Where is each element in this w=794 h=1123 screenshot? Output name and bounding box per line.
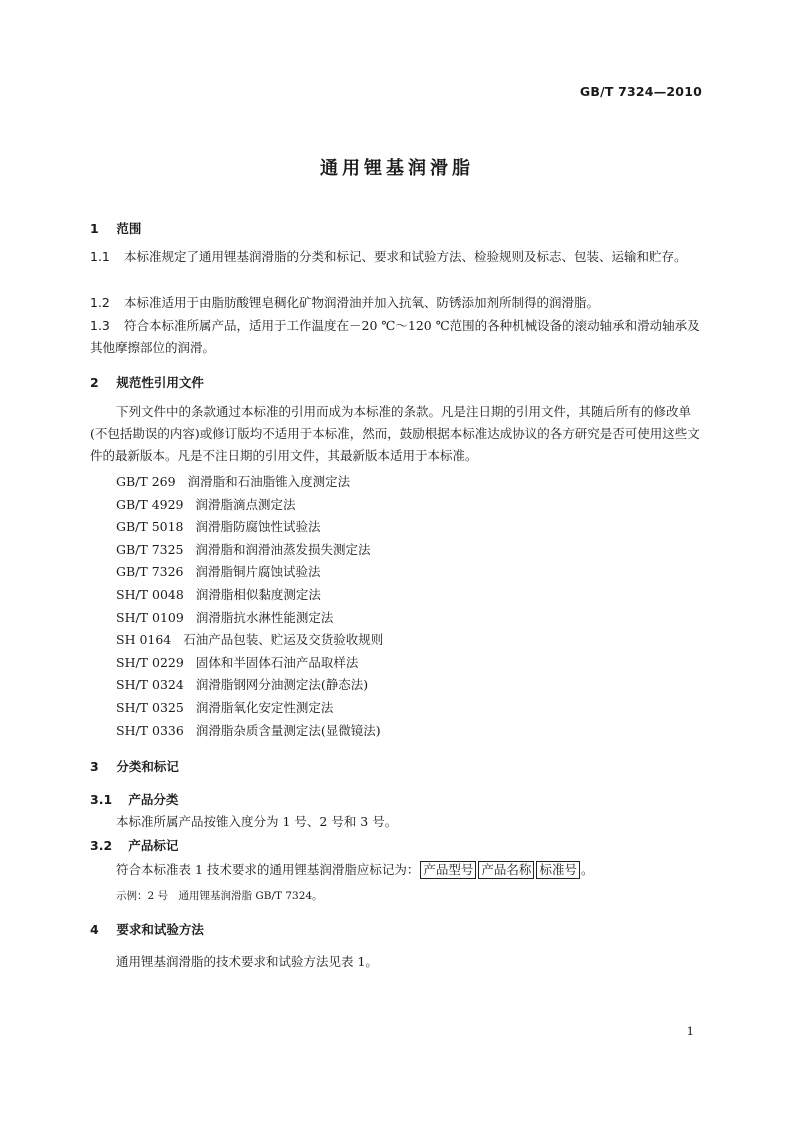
reference-title: 润滑脂铜片腐蚀试验法 (195, 564, 321, 580)
subsection-title: 产品标记 (128, 838, 179, 853)
page-number: 1 (686, 1024, 694, 1038)
clause-text: 本标准适用于由脂肪酸锂皂稠化矿物润滑油并加入抗氧、防锈添加剂所制得的润滑脂。 (124, 295, 600, 310)
section-number: 4 (90, 922, 99, 937)
subsection-3-2-heading (90, 836, 178, 854)
reference-title: 润滑脂防腐蚀性试验法 (195, 519, 321, 535)
section-number: 2 (90, 375, 99, 390)
section-title: 范围 (116, 221, 142, 236)
reference-code: GB/T 269 (116, 474, 176, 489)
reference-code: GB/T 7325 (116, 541, 184, 557)
clause-number: 1.2 (90, 295, 110, 310)
section-title: 分类和标记 (116, 759, 179, 774)
subsection-number: 3.2 (90, 838, 113, 853)
reference-item (116, 584, 383, 607)
reference-code: SH 0164 (116, 632, 172, 648)
clause-number: 1.1 (90, 249, 110, 264)
reference-list (116, 471, 383, 742)
clause-1-2 (90, 292, 704, 314)
clause-number: 1.3 (90, 318, 110, 333)
reference-item (116, 652, 383, 675)
reference-item (116, 629, 383, 652)
reference-item (116, 720, 383, 743)
reference-code: GB/T 5018 (116, 519, 184, 535)
section-4-heading (90, 920, 204, 938)
reference-item (116, 539, 383, 562)
reference-item (116, 674, 383, 697)
reference-code: SH/T 0324 (116, 677, 184, 693)
reference-title: 润滑脂相似黏度测定法 (195, 586, 321, 602)
marking-text: 符合本标准表 1 技术要求的通用锂基润滑脂应标记为： (116, 862, 420, 877)
reference-item (116, 607, 383, 630)
section-number: 3 (90, 759, 99, 774)
reference-code: SH/T 0048 (116, 586, 184, 602)
subsection-title: 产品分类 (128, 792, 179, 807)
requirements-text: 通用锂基润滑脂的技术要求和试验方法见表 1。 (116, 954, 378, 969)
reference-item (116, 516, 383, 539)
section-3-heading (90, 757, 179, 775)
section-number: 1 (90, 221, 99, 236)
clause-text: 符合本标准所属产品，适用于工作温度在－20 ℃～120 ℃范围的各种机械设备的滚动轴承和滑动轴承及其他摩擦部位的润滑。 (90, 318, 700, 355)
document-title: 通用锂基润滑脂 (320, 158, 474, 179)
section-title: 规范性引用文件 (116, 375, 204, 390)
reference-code: SH/T 0325 (116, 699, 184, 715)
reference-title: 润滑脂钢网分油测定法(静态法) (195, 677, 369, 693)
reference-title: 润滑脂滴点测定法 (195, 496, 296, 512)
marking-suffix: 。 (580, 862, 594, 877)
product-name-box: 产品名称 (478, 861, 534, 879)
section-2-heading (90, 373, 204, 391)
reference-title: 润滑脂氧化安定性测定法 (195, 699, 334, 715)
reference-title: 润滑脂杂质含量测定法(显微镜法) (195, 722, 381, 738)
reference-item (116, 561, 383, 584)
reference-item (116, 697, 383, 720)
reference-code: GB/T 4929 (116, 496, 184, 512)
section-2-intro: 下列文件中的条款通过本标准的引用而成为本标准的条款。凡是注日期的引用文件，其随后所有的修改单(不包括勘误的内容)或修订版均不适用于本标准，然而，鼓励根据本标准达成协议的各方研究是否可使用这些文件的最新版本。凡是不注日期的引用文件，其最新版本适用于本标准。 (90, 404, 700, 463)
classification-text: 本标准所属产品按锥入度分为 1 号、2 号和 3 号。 (116, 814, 398, 829)
clause-1-1 (90, 246, 704, 268)
section-title: 要求和试验方法 (116, 922, 204, 937)
section-1-heading (90, 219, 141, 237)
marking-example: 示例：2 号 通用锂基润滑脂 GB/T 7324。 (116, 890, 323, 902)
marking-statement (116, 860, 593, 879)
reference-title: 润滑脂抗水淋性能测定法 (195, 609, 334, 625)
reference-code: GB/T 7326 (116, 564, 184, 580)
reference-title: 润滑脂和石油脂锥入度测定法 (187, 474, 351, 489)
product-model-box: 产品型号 (420, 861, 476, 879)
standard-number-box: 标准号 (536, 861, 580, 879)
subsection-3-1-heading (90, 790, 178, 808)
reference-title: 石油产品包装、贮运及交货验收规则 (183, 632, 384, 648)
clause-1-3 (90, 315, 704, 359)
clause-text: 本标准规定了通用锂基润滑脂的分类和标记、要求和试验方法、检验规则及标志、包装、运输和贮存。 (124, 249, 687, 264)
reference-title: 润滑脂和润滑油蒸发损失测定法 (195, 541, 371, 557)
subsection-number: 3.1 (90, 792, 113, 807)
standard-number: GB/T 7324—2010 (579, 84, 702, 99)
reference-code: SH/T 0229 (116, 654, 184, 670)
reference-item (116, 494, 383, 517)
reference-item (116, 471, 383, 494)
reference-code: SH/T 0109 (116, 609, 184, 625)
reference-code: SH/T 0336 (116, 722, 184, 738)
reference-title: 固体和半固体石油产品取样法 (195, 654, 359, 670)
